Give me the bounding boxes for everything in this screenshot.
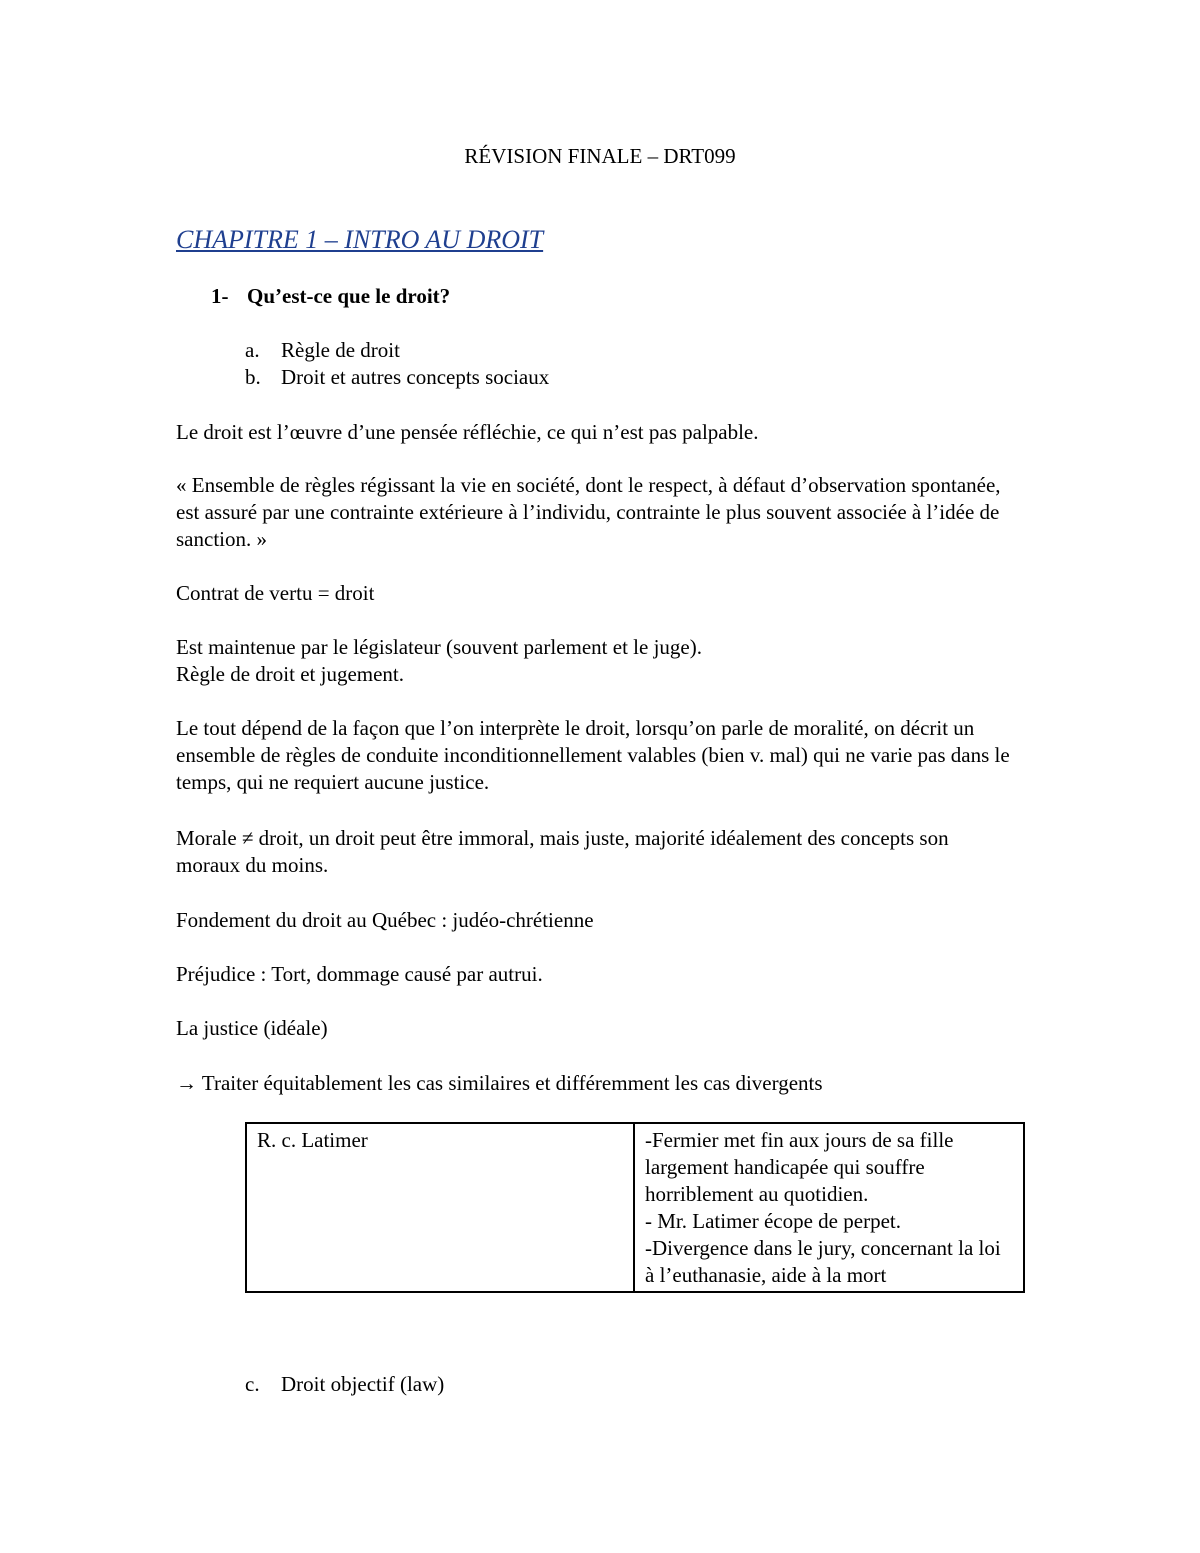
list-label: Droit et autres concepts sociaux	[281, 365, 550, 389]
case-note: -Divergence dans le jury, concernant la loi à l’euthanasie, aide à la mort	[645, 1236, 1001, 1287]
paragraph-morale-droit: Morale ≠ droit, un droit peut être immoral, mais juste, majorité idéalement des concepts son moraux du moins.	[176, 826, 949, 877]
case-note: - Mr. Latimer écope de perpet.	[645, 1209, 901, 1233]
list-item-c	[245, 1371, 444, 1398]
list-item-a	[245, 337, 400, 364]
chapter-heading: CHAPITRE 1 – INTRO AU DROIT	[176, 225, 544, 254]
section-number: 1-	[211, 284, 229, 308]
paragraph-line: Est maintenue par le législateur (souvent parlement et le juge).	[176, 635, 702, 659]
paragraph-contrat-vertu: Contrat de vertu = droit	[176, 581, 375, 605]
list-label: Règle de droit	[281, 338, 400, 362]
case-notes-cell	[634, 1123, 1024, 1292]
paragraph-definition-intro: Le droit est l’œuvre d’une pensée réfléchie, ce qui n’est pas palpable.	[176, 420, 759, 444]
case-note: -Fermier met fin aux jours de sa fille largement handicapée qui souffre horriblement au quotidien.	[645, 1128, 954, 1206]
list-letter: b.	[245, 365, 261, 389]
paragraph-definition-quote: « Ensemble de règles régissant la vie en société, dont le respect, à défaut d’observation spontanée, est assuré par une contrainte extérieure à l’individu, contrainte le plus souvent associée à l’idée de sanction. »	[176, 473, 1001, 551]
paragraph-line: Règle de droit et jugement.	[176, 662, 405, 686]
list-label: Droit objectif (law)	[281, 1372, 445, 1396]
paragraph-moralite: Le tout dépend de la façon que l’on interprète le droit, lorsqu’on parle de moralité, on décrit un ensemble de règles de conduite inconditionnellement valables (bien v. mal) qui ne varie pas dans le temps, qui ne requiert aucune justice.	[176, 716, 1010, 794]
section-heading	[211, 283, 450, 310]
list-letter: c.	[245, 1372, 260, 1396]
paragraph-justice: La justice (idéale)	[176, 1016, 328, 1040]
paragraph-legislateur	[176, 634, 1036, 688]
document-title: RÉVISION FINALE – DRT099	[464, 144, 736, 168]
case-table	[245, 1122, 1025, 1293]
case-name-cell: R. c. Latimer	[246, 1123, 634, 1292]
paragraph-fondement: Fondement du droit au Québec : judéo-chrétienne	[176, 908, 594, 932]
list-letter: a.	[245, 338, 260, 362]
paragraph-prejudice: Préjudice : Tort, dommage causé par autrui.	[176, 962, 543, 986]
paragraph-traiter: → Traiter équitablement les cas similaires et différemment les cas divergents	[176, 1071, 823, 1095]
list-item-b	[245, 364, 549, 391]
section-label: Qu’est-ce que le droit?	[247, 284, 451, 308]
table-row	[246, 1123, 1024, 1292]
